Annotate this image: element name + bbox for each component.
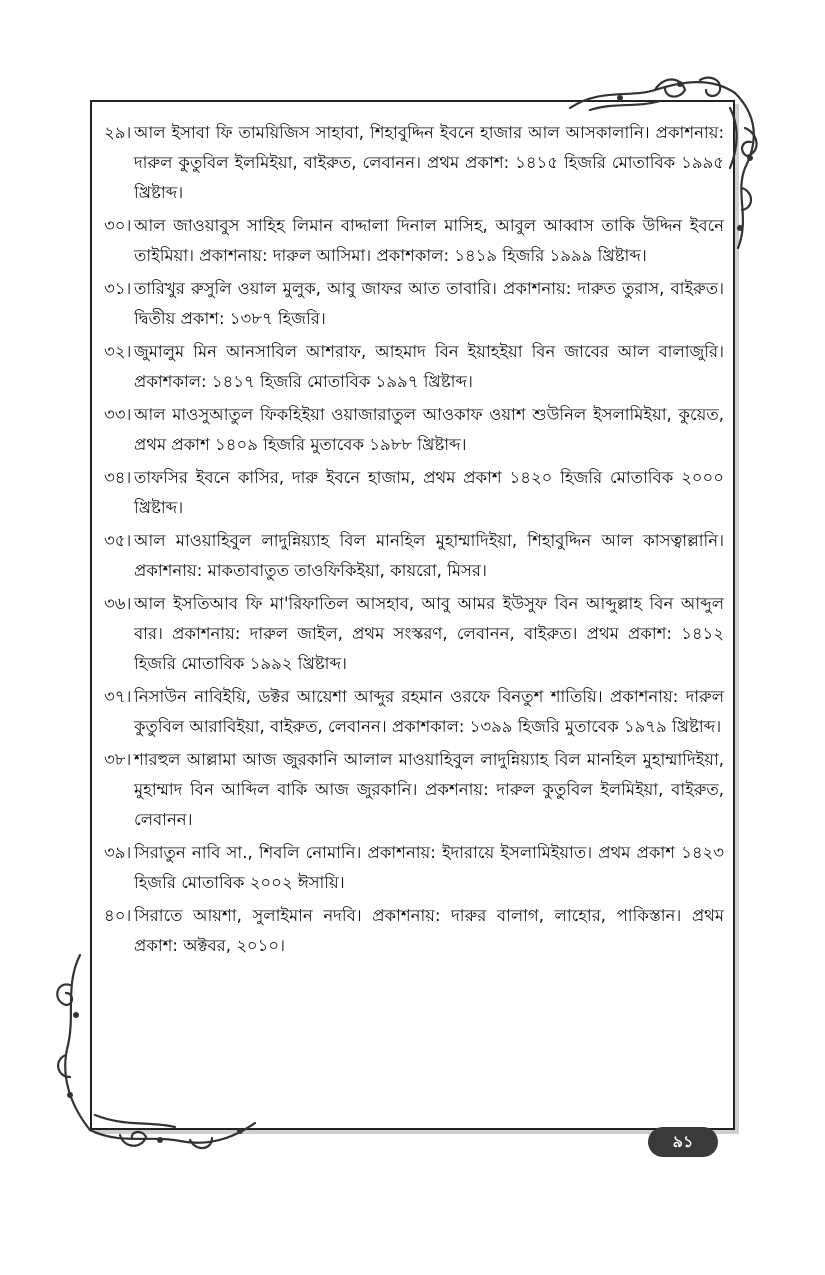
reference-number: ৩০।: [104, 216, 132, 235]
reference-number: ৩৭।: [104, 687, 132, 706]
reference-number: ৩৫।: [104, 531, 132, 550]
reference-text: জুমালুম মিন আনসাবিল আশরাফ, আহমাদ বিন ইয়াহইয়া বিন জাবের আল বালাজুরি। প্রকাশকাল: ১৪১৭ হিজরি মোতাবিক ১৯৯৭ খ্রিষ্টাব্দ।: [134, 342, 724, 391]
reference-text: শারহুল আল্লামা আজ জুরকানি আলাল মাওয়াহিবুল লাদুন্নিয়্যাহ বিল মানহিল মুহাম্মাদিইয়া, মুহাম্মাদ বিন আব্দিল বাকি আজ জুরকানি। প্রকশনায়: দারুল কুতুবিল ইলমিইয়া, বাইরুত, লেবানন।: [134, 750, 724, 829]
reference-entry: [104, 838, 724, 898]
reference-entry: [104, 901, 724, 961]
reference-text: আল মাওয়াহিবুল লাদুন্নিয়্যাহ বিল মানহিল মুহাম্মাদিইয়া, শিহাবুদ্দিন আল কাসত্বাল্লানি। প্রকাশনায়: মাকতাবাতুত তাওফিকিইয়া, কায়রো, মিসর।: [134, 531, 724, 580]
bottom-left-ornament: [40, 945, 270, 1160]
reference-entry: [104, 463, 724, 523]
reference-text: তাফসির ইবনে কাসির, দারু ইবনে হাজাম, প্রথম প্রকাশ ১৪২০ হিজরি মোতাবিক ২০০০ খ্রিষ্টাব্দ।: [134, 468, 724, 517]
reference-number: ৩৬।: [104, 594, 132, 613]
reference-entry: [104, 211, 724, 271]
reference-text: আল ইসতিআব ফি মা'রিফাতিল আসহাব, আবু আমর ইউসুফ বিন আব্দুল্লাহ বিন আব্দুল বার। প্রকাশনায়: দারুল জাইল, প্রথম সংস্করণ, লেবানন, বাইরুত। প্রথম প্রকাশ: ১৪১২ হিজরি মোতাবিক ১৯৯২ খ্রিষ্টাব্দ।: [134, 594, 724, 673]
reference-text: সিরাতুন নাবি সা., শিবলি নোমানি। প্রকাশনায়: ইদারায়ে ইসলামিইয়াত। প্রথম প্রকাশ ১৪২৩ হিজরি মোতাবিক ২০০২ ঈসায়ি।: [134, 843, 724, 892]
reference-entry: [104, 400, 724, 460]
reference-text: সিরাতে আয়শা, সুলাইমান নদবি। প্রকাশনায়: দারুর বালাগ, লাহোর, পাকিস্তান। প্রথম প্রকাশ: অক্টবর, ২০১০।: [134, 906, 724, 955]
reference-text: আল মাওসুআতুল ফিকহিইয়া ওয়াজারাতুল আওকাফ ওয়াশ শুউনিল ইসলামিইয়া, কুয়েত, প্রথম প্রকাশ ১৪০৯ হিজরি মুতাবেক ১৯৮৮ খ্রিষ্টাব্দ।: [134, 405, 724, 454]
reference-entry: [104, 745, 724, 835]
reference-entry: [104, 274, 724, 334]
reference-entry: [104, 526, 724, 586]
reference-number: ৩২।: [104, 342, 132, 361]
reference-number: ৩৯।: [104, 843, 132, 862]
reference-entry: [104, 589, 724, 679]
reference-number: ২৯।: [104, 123, 132, 142]
reference-list: [104, 118, 724, 964]
reference-number: ৩৪।: [104, 468, 132, 487]
page-number-badge: ৯১: [648, 1127, 718, 1157]
reference-text: আল ইসাবা ফি তাময়িজিস সাহাবা, শিহাবুদ্দিন ইবনে হাজার আল আসকালানি। প্রকাশনায়: দারুল কুতুবিল ইলমিইয়া, বাইরুত, লেবানন। প্রথম প্রকাশ: ১৪১৫ হিজরি মোতাবিক ১৯৯৫ খ্রিষ্টাব্দ।: [134, 123, 724, 202]
reference-text: আল জাওয়াবুস সাহিহ লিমান বাদ্দালা দিনাল মাসিহ, আবুল আব্বাস তাকি উদ্দিন ইবনে তাইমিয়া। প্রকাশনায়: দারুল আসিমা। প্রকাশকাল: ১৪১৯ হিজরি ১৯৯৯ খ্রিষ্টাব্দ।: [134, 216, 724, 265]
reference-text: তারিখুর রুসুলি ওয়াল মুলুক, আবু জাফর আত তাবারি। প্রকাশনায়: দারুত তুরাস, বাইরুত। দ্বিতীয় প্রকাশ: ১৩৮৭ হিজরি।: [134, 279, 724, 328]
reference-entry: [104, 337, 724, 397]
reference-text: নিসাউন নাবিইয়ি, ডক্টর আয়েশা আব্দুর রহমান ওরফে বিনতুশ শাতিয়ি। প্রকাশনায়: দারুল কুতুবিল আরাবিইয়া, বাইরুত, লেবানন। প্রকাশকাল: ১৩৯৯ হিজরি মুতাবেক ১৯৭৯ খ্রিষ্টাব্দ।: [134, 687, 724, 736]
reference-number: ৩৮।: [104, 750, 132, 769]
reference-entry: [104, 682, 724, 742]
reference-number: ৩৩।: [104, 405, 132, 424]
reference-number: ৪০।: [104, 906, 132, 925]
reference-number: ৩১।: [104, 279, 132, 298]
reference-entry: [104, 118, 724, 208]
